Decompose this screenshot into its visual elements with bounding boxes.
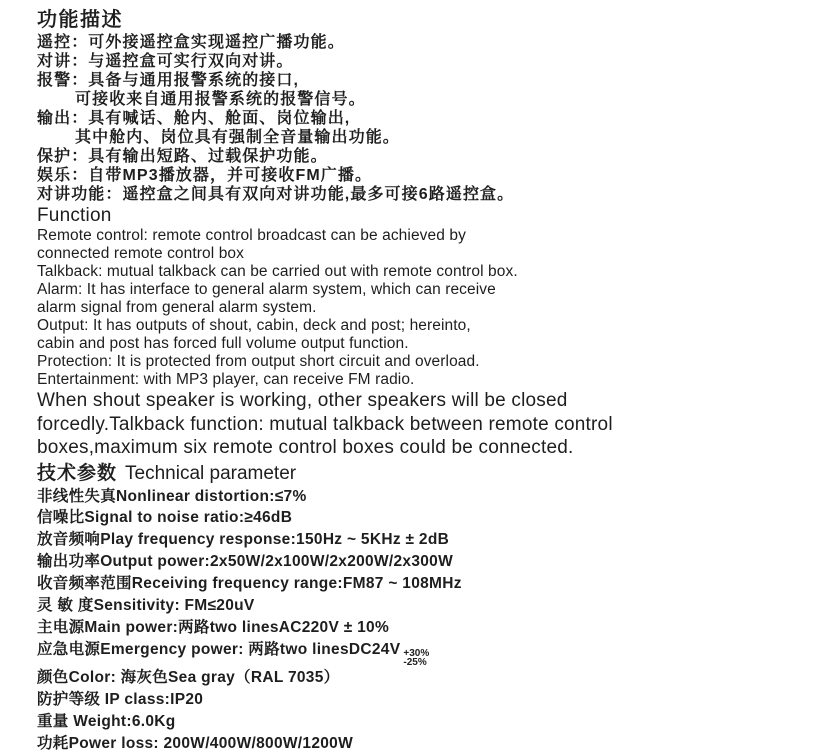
feature-line-talkback-function: 对讲功能：遥控盒之间具有双向对讲功能,最多可接6路遥控盒。 <box>37 186 515 203</box>
function-line-output-2: cabin and post has forced full volume output function. <box>37 335 409 352</box>
heading-function-en: Function <box>37 205 112 226</box>
note-line-1: When shout speaker is working, other speakers will be closed <box>37 390 568 411</box>
tech-param-color: 颜色Color: 海灰色Sea gray（RAL 7035） <box>37 668 340 686</box>
feature-line-output: 输出：具有喊话、舱内、舱面、岗位输出, <box>37 110 351 127</box>
tech-param-emergency-power <box>37 639 818 667</box>
function-line-alarm-1: Alarm: It has interface to general alarm system, which can receive <box>37 281 496 298</box>
feature-line-entertainment: 娱乐：自带MP3播放器，并可接收FM广播。 <box>37 167 373 184</box>
tech-param-main-power: 主电源Main power:两路two linesAC220V ± 10% <box>37 618 390 636</box>
tech-param-ip-class: 防护等级 IP class:IP20 <box>37 690 204 708</box>
function-line-talkback: Talkback: mutual talkback can be carried out with remote control box. <box>37 263 518 280</box>
heading-technical-parameter <box>37 461 818 486</box>
tech-param-output-power: 输出功率Output power:2x50W/2x100W/2x200W/2x300W <box>37 553 454 571</box>
function-line-entertainment: Entertainment: with MP3 player, can receive FM radio. <box>37 371 415 388</box>
tech-param-weight: 重量 Weight:6.0Kg <box>37 712 176 730</box>
function-line-remote-1: Remote control: remote control broadcast can be achieved by <box>37 227 466 244</box>
technical-heading-cn: 技术参数 <box>37 462 118 484</box>
feature-line-remote: 遥控：可外接遥控盒实现遥控广播功能。 <box>37 34 345 51</box>
tech-param-receiving-frequency-range: 收音频率范围Receiving frequency range:FM87 ~ 108MHz <box>37 575 462 593</box>
note-line-2: forcedly.Talkback function: mutual talkback between remote control <box>37 413 613 435</box>
tech-param-sensitivity: 灵 敏 度Sensitivity: FM≤20uV <box>37 597 255 615</box>
feature-line-alarm: 报警：具备与通用报警系统的接口, <box>37 72 300 89</box>
tech-param-play-frequency-response: 放音频响Play frequency response:150Hz ~ 5KHz ± 2dB <box>37 531 450 549</box>
tech-param-emergency-power-text: 应急电源Emergency power: 两路two linesDC24V <box>37 640 401 658</box>
tech-param-power-loss: 功耗Power loss: 200W/400W/800W/1200W <box>37 734 354 752</box>
technical-heading-en: Technical parameter <box>125 462 297 484</box>
tolerance-bottom: -25% <box>403 656 427 668</box>
function-line-remote-2: connected remote control box <box>37 245 245 262</box>
note-line-3: boxes,maximum six remote control boxes could be connected. <box>37 437 574 458</box>
tolerance-stack <box>403 649 429 667</box>
feature-line-talkback: 对讲：与遥控盒可实行双向对讲。 <box>37 53 294 70</box>
function-line-output-1: Output: It has outputs of shout, cabin, deck and post; hereinto, <box>37 317 471 334</box>
tolerance-top: +30% <box>403 647 430 659</box>
feature-line-alarm-cont: 可接收来自通用报警系统的报警信号。 <box>75 91 366 108</box>
heading-function-description-cn: 功能描述 <box>37 9 123 31</box>
function-line-protection: Protection: It is protected from output short circuit and overload. <box>37 353 480 370</box>
tech-param-nonlinear-distortion: 非线性失真Nonlinear distortion:≤7% <box>37 487 307 505</box>
feature-line-output-cont: 其中舱内、岗位具有强制全音量输出功能。 <box>75 129 400 146</box>
feature-line-protection: 保护：具有输出短路、过载保护功能。 <box>37 148 328 165</box>
function-line-alarm-2: alarm signal from general alarm system. <box>37 299 317 316</box>
tech-param-signal-noise-ratio: 信噪比Signal to noise ratio:≥46dB <box>37 509 293 527</box>
